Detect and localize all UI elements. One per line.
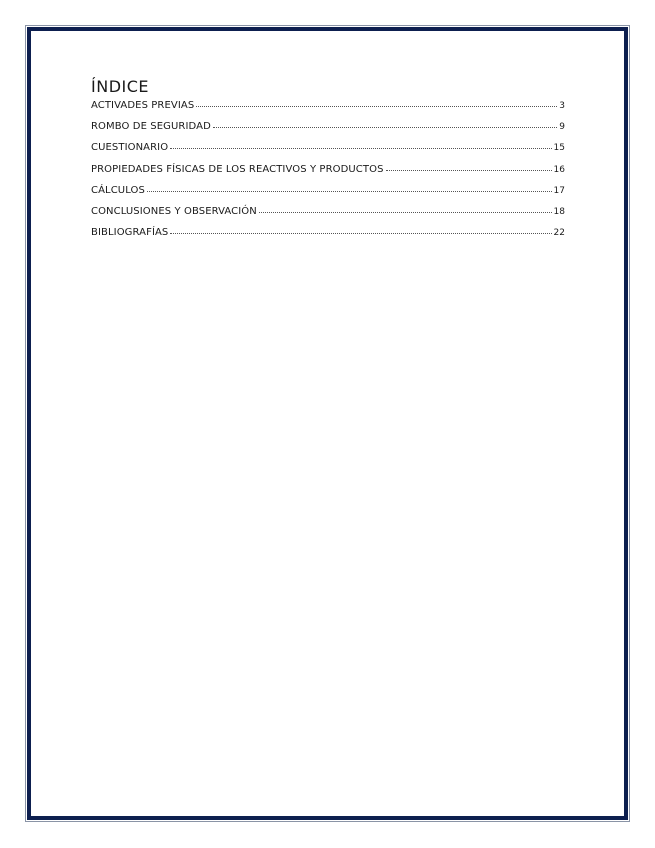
toc-dot-leader xyxy=(213,119,557,128)
toc-entry-page: 16 xyxy=(553,164,565,175)
toc-entry-rombo-de-seguridad[interactable] xyxy=(91,120,565,132)
toc-entry-label: CÁLCULOS xyxy=(91,184,145,196)
toc-entry-page: 15 xyxy=(553,143,565,154)
toc-dot-leader xyxy=(259,204,552,213)
toc-entry-calculos[interactable] xyxy=(91,184,565,196)
toc-dot-leader xyxy=(386,162,552,171)
toc-dot-leader xyxy=(196,98,557,107)
toc-entry-bibliografias[interactable] xyxy=(91,226,565,238)
toc-entry-propiedades-fisicas[interactable] xyxy=(91,163,565,175)
toc-entry-label: ACTIVADES PREVIAS xyxy=(91,100,195,111)
toc-entry-label: PROPIEDADES FÍSICAS DE LOS REACTIVOS Y PRODUCTOS xyxy=(91,163,384,175)
toc-entry-label: BIBLIOGRAFÍAS xyxy=(91,227,169,239)
toc-entry-page: 9 xyxy=(559,122,565,133)
toc-title: ÍNDICE xyxy=(91,77,150,96)
toc-entry-conclusiones[interactable] xyxy=(91,205,565,217)
toc-entry-label: ROMBO DE SEGURIDAD xyxy=(91,121,211,133)
toc-entry-cuestionario[interactable] xyxy=(91,141,565,153)
toc-entry-page: 3 xyxy=(559,101,565,111)
toc-dot-leader xyxy=(170,140,551,149)
table-of-contents xyxy=(91,78,565,247)
toc-entry-actividades-previas[interactable] xyxy=(91,99,565,111)
toc-entry-page: 22 xyxy=(553,228,565,239)
toc-entry-label: CUESTIONARIO xyxy=(91,142,169,154)
toc-entry-label: CONCLUSIONES Y OBSERVACIÓN xyxy=(91,205,257,217)
toc-entry-page: 18 xyxy=(553,206,565,217)
toc-dot-leader xyxy=(147,183,552,192)
toc-entry-page: 17 xyxy=(553,185,565,196)
toc-dot-leader xyxy=(170,225,551,234)
